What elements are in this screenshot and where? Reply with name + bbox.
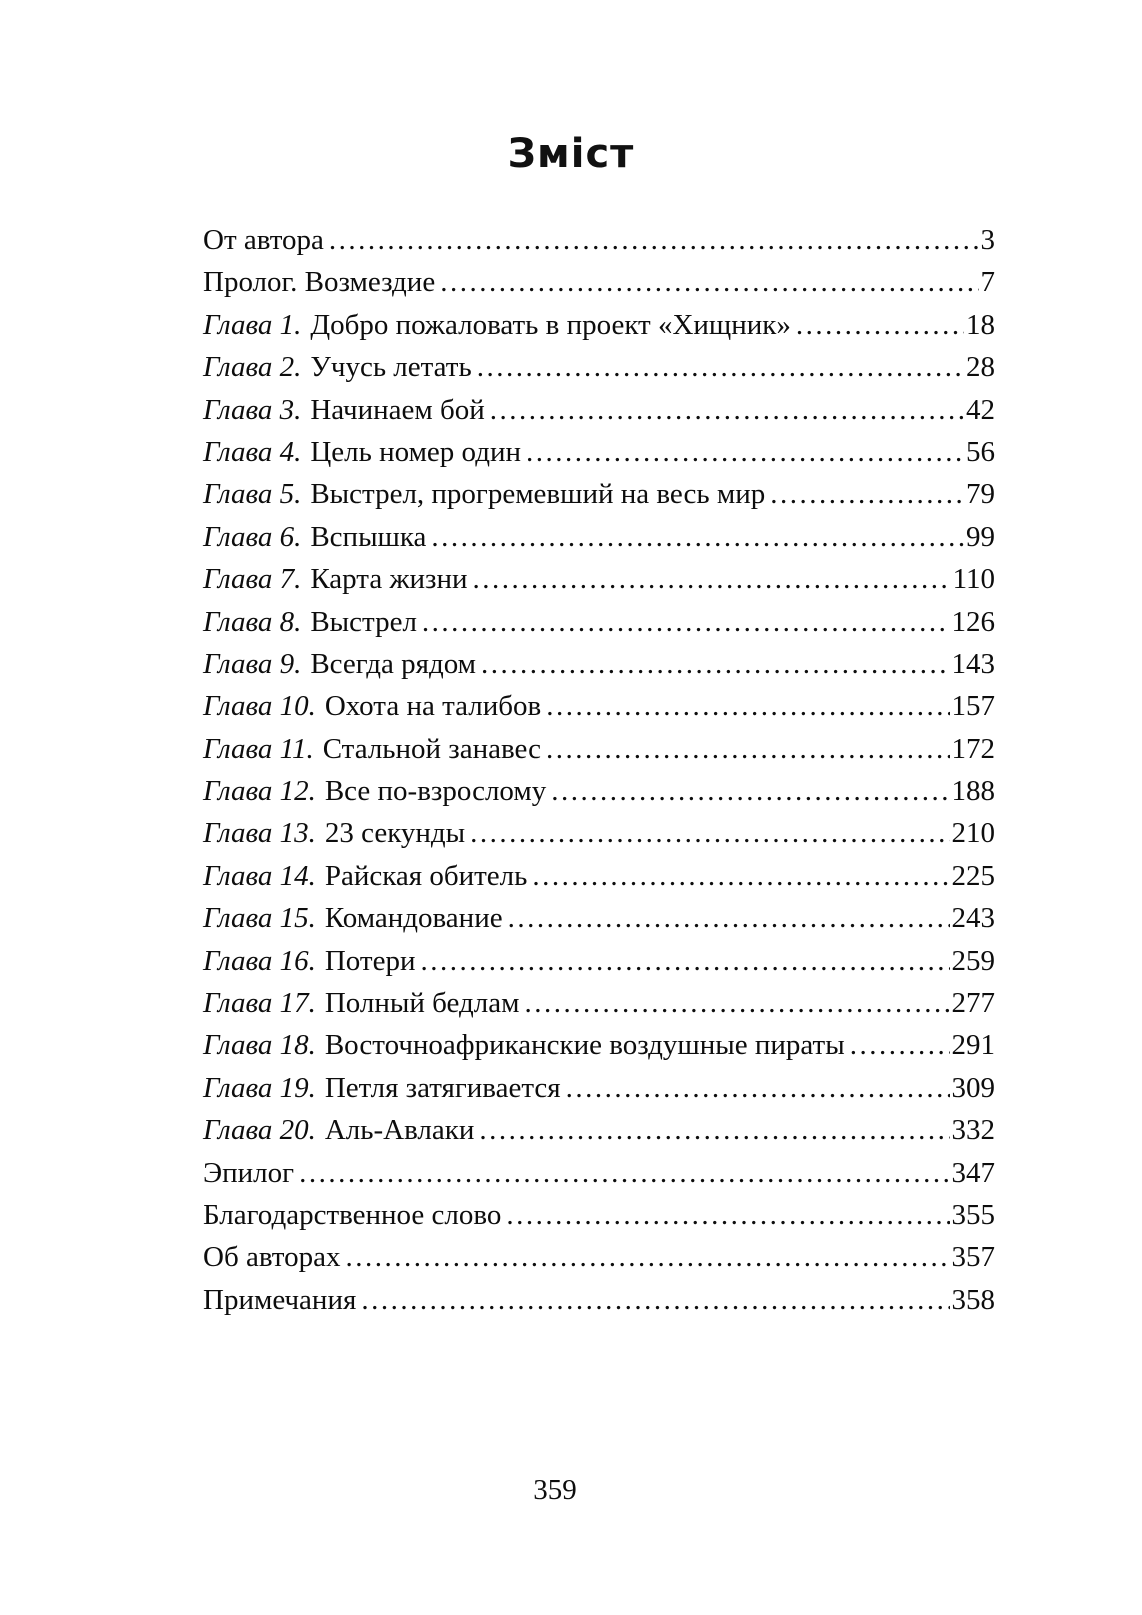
toc-entry <box>203 685 995 727</box>
dot-leader <box>470 812 949 854</box>
toc-entry-title: Потери <box>324 944 416 977</box>
toc-entry-title: Начинаем бой <box>310 393 485 426</box>
toc-entry-chapter-label: Глава 6. <box>203 520 302 553</box>
toc-entry-page-number: 126 <box>951 605 995 638</box>
dot-leader <box>532 855 949 897</box>
dot-leader <box>481 643 949 685</box>
toc-entry-title: От автора <box>203 224 324 256</box>
toc-entry-title: Восточноафриканские воздушные пираты <box>324 1029 845 1062</box>
toc-entry-chapter-label: Глава 15. <box>203 902 316 935</box>
toc-entry-chapter-label: Глава 4. <box>203 435 302 468</box>
toc-entry <box>203 346 995 388</box>
toc-entry-chapter-label: Глава 5. <box>203 478 302 511</box>
toc-entry-page-number: 110 <box>952 563 995 596</box>
dot-leader <box>479 1109 949 1151</box>
toc-entry-page-number: 157 <box>951 690 995 723</box>
toc-entry-title: Всегда рядом <box>310 647 477 680</box>
toc-entry-chapter-label: Глава 17. <box>203 987 316 1020</box>
toc-entry-chapter-label: Глава 7. <box>203 563 302 596</box>
toc-entry-page-number: 7 <box>980 266 995 299</box>
toc-entry-chapter-label: Глава 16. <box>203 944 316 977</box>
toc-entry-title: Благодарственное слово <box>203 1198 502 1231</box>
toc-entry <box>203 431 995 473</box>
dot-leader <box>506 1194 949 1236</box>
toc-entry-page-number: 355 <box>951 1198 995 1231</box>
toc-entry-page-number: 42 <box>966 393 995 426</box>
toc-entry-page-number: 3 <box>980 224 995 256</box>
toc-entry-title: Добро пожаловать в проект «Хищник» <box>310 308 791 341</box>
toc-entry-chapter-label: Глава 20. <box>203 1114 316 1147</box>
page-title: Зміст <box>507 131 635 177</box>
toc-entry-title: Командование <box>324 902 503 935</box>
dot-leader <box>329 219 979 261</box>
dot-leader <box>477 346 964 388</box>
toc-entry-title: Охота на талибов <box>324 690 542 723</box>
dot-leader <box>490 389 964 431</box>
dot-leader <box>526 431 964 473</box>
dot-leader <box>551 770 949 812</box>
toc-entry <box>203 897 995 939</box>
toc-entry-page-number: 56 <box>966 435 995 468</box>
dot-leader <box>524 982 949 1024</box>
toc-entry-page-number: 277 <box>951 987 995 1020</box>
toc-entry-chapter-label: Глава 13. <box>203 817 316 850</box>
toc-entry <box>203 219 995 261</box>
toc-entry-title: Об авторах <box>203 1241 341 1274</box>
toc-entry-page-number: 210 <box>951 817 995 850</box>
toc-entry-title: Полный бедлам <box>324 987 520 1020</box>
toc-entry <box>203 516 995 558</box>
dot-leader <box>508 897 950 939</box>
toc-entry-title: Учусь летать <box>310 351 472 384</box>
toc-list <box>203 219 995 1321</box>
toc-entry <box>203 770 995 812</box>
toc-entry-chapter-label: Глава 18. <box>203 1029 316 1062</box>
toc-entry-page-number: 18 <box>966 308 995 341</box>
toc-entry-page-number: 358 <box>951 1283 995 1316</box>
toc-entry-page-number: 332 <box>951 1114 995 1147</box>
dot-leader <box>850 1024 950 1066</box>
toc-entry <box>203 601 995 643</box>
toc-entry-title: Карта жизни <box>310 563 468 596</box>
dot-leader <box>431 516 964 558</box>
toc-entry-title: Выстрел, прогремевший на весь мир <box>310 478 766 511</box>
toc-entry-page-number: 79 <box>966 478 995 511</box>
toc-entry-page-number: 143 <box>951 647 995 680</box>
toc-entry <box>203 1236 995 1278</box>
toc-entry-page-number: 28 <box>966 351 995 384</box>
toc-entry <box>203 1194 995 1236</box>
dot-leader <box>422 601 950 643</box>
toc-entry-title: Все по-взрослому <box>324 775 547 808</box>
dot-leader <box>546 685 949 727</box>
toc-entry-chapter-label: Глава 19. <box>203 1071 316 1104</box>
toc-entry-title: Вспышка <box>310 520 427 553</box>
folio-page-number: 359 <box>533 1474 577 1506</box>
toc-entry-title: 23 секунды <box>324 817 466 850</box>
toc-entry-title: Примечания <box>203 1283 357 1316</box>
dot-leader <box>473 558 951 600</box>
toc-entry-page-number: 309 <box>951 1071 995 1104</box>
dot-leader <box>345 1236 949 1278</box>
toc-entry <box>203 389 995 431</box>
toc-entry <box>203 728 995 770</box>
toc-entry-chapter-label: Глава 3. <box>203 393 302 426</box>
toc-entry-title: Райская обитель <box>324 859 528 892</box>
toc-entry <box>203 643 995 685</box>
toc-entry-page-number: 172 <box>951 732 995 765</box>
toc-entry <box>203 473 995 515</box>
toc-entry-title: Эпилог <box>203 1156 295 1189</box>
toc-entry-chapter-label: Глава 9. <box>203 647 302 680</box>
toc-entry <box>203 1024 995 1066</box>
toc-entry-page-number: 225 <box>951 859 995 892</box>
toc-entry-chapter-label: Глава 11. <box>203 732 314 765</box>
toc-entry-page-number: 99 <box>966 520 995 553</box>
toc-entry-title: Петля затягивается <box>324 1071 561 1104</box>
toc-entry <box>203 982 995 1024</box>
toc-entry <box>203 940 995 982</box>
toc-entry-chapter-label: Глава 12. <box>203 775 316 808</box>
toc-entry-chapter-label: Глава 2. <box>203 351 302 384</box>
toc-entry-chapter-label: Глава 1. <box>203 308 302 341</box>
dot-leader <box>299 1152 949 1194</box>
dot-leader <box>546 728 949 770</box>
toc-entry <box>203 1067 995 1109</box>
dot-leader <box>770 473 964 515</box>
toc-entry-title: Аль-Авлаки <box>324 1114 475 1147</box>
toc-entry <box>203 1109 995 1151</box>
dot-leader <box>796 304 964 346</box>
toc-entry-title: Цель номер один <box>310 435 522 468</box>
dot-leader <box>361 1279 949 1321</box>
toc-entry <box>203 855 995 897</box>
toc-entry <box>203 812 995 854</box>
toc-entry-page-number: 347 <box>951 1156 995 1189</box>
toc-entry-chapter-label: Глава 10. <box>203 690 316 723</box>
toc-entry <box>203 304 995 346</box>
toc-entry <box>203 558 995 600</box>
dot-leader <box>566 1067 950 1109</box>
toc-entry <box>203 261 995 303</box>
toc-entry-title: Выстрел <box>310 605 417 638</box>
toc-entry-page-number: 259 <box>951 944 995 977</box>
toc-entry <box>203 1279 995 1321</box>
dot-leader <box>440 261 978 303</box>
toc-entry-page-number: 357 <box>951 1241 995 1274</box>
toc-entry-title: Пролог. Возмездие <box>203 266 436 299</box>
dot-leader <box>420 940 949 982</box>
toc-entry-chapter-label: Глава 8. <box>203 605 302 638</box>
toc-entry-page-number: 243 <box>951 902 995 935</box>
toc-entry <box>203 1152 995 1194</box>
toc-entry-title: Стальной занавес <box>322 732 542 765</box>
toc-entry-chapter-label: Глава 14. <box>203 859 316 892</box>
toc-entry-page-number: 291 <box>951 1029 995 1062</box>
toc-entry-page-number: 188 <box>951 775 995 808</box>
